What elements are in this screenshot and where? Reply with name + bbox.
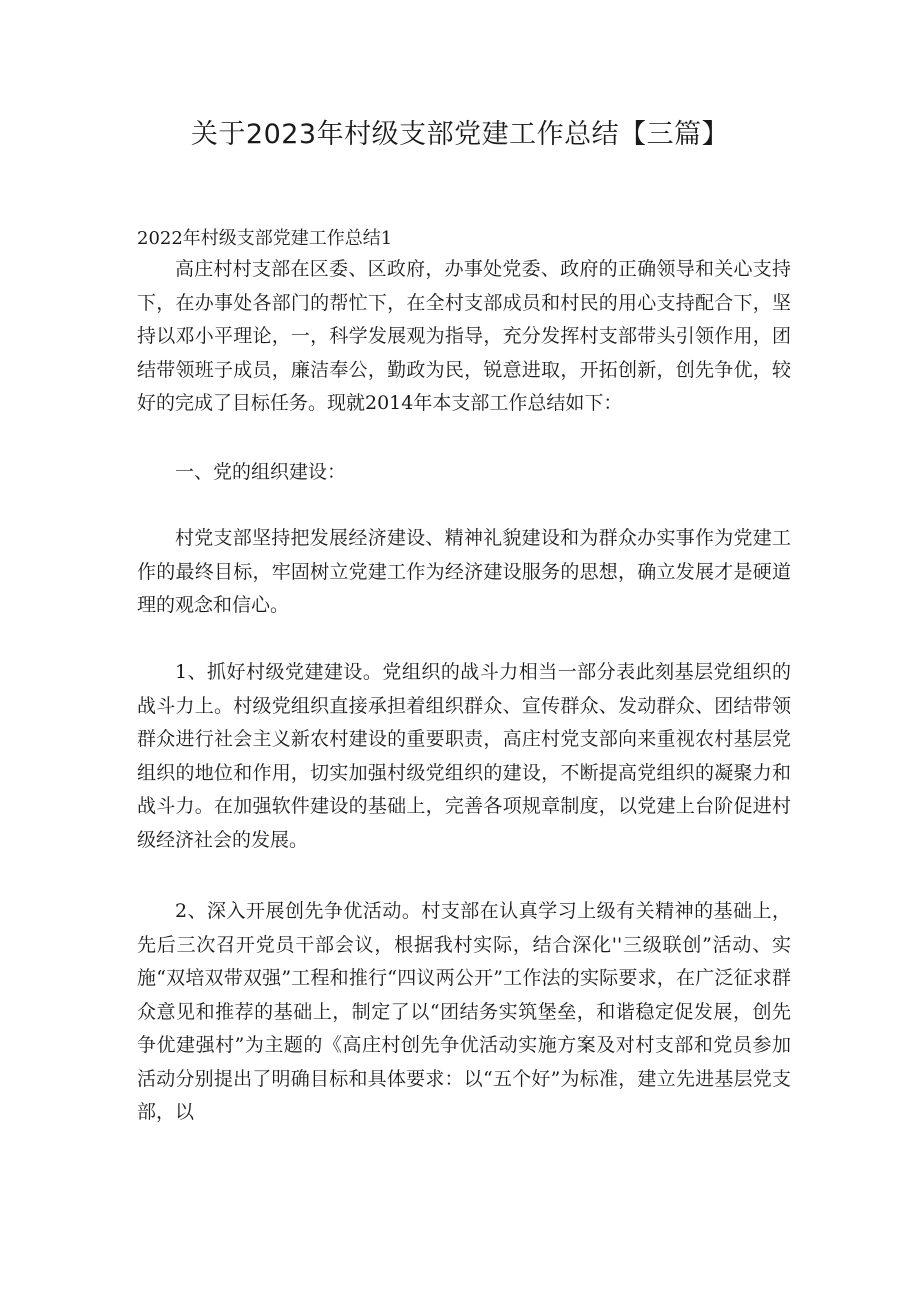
paragraph-item-2: 2、深入开展创先争优活动。村支部在认真学习上级有关精神的基础上，先后三次召开党员干部会议，根据我村实际，结合深化''三级联创”活动、实施“双培双带双强”工程和推行“四议两公开”工作法的实际要求，在广泛征求群众意见和推荐的基础上，制定了以“团结务实筑堡垒，和谐稳定促发展，创先争优建强村”为主题的《高庄村创先争优活动实施方案及对村支部和党员参加活动分别提出了明确目标和具体要求：以“五个好”为标准，建立先进基层党支部，以 xyxy=(137,900,791,1123)
paragraph-intro: 高庄村村支部在区委、区政府，办事处党委、政府的正确领导和关心支持下，在办事处各部门的帮忙下，在全村支部成员和村民的用心支持配合下，坚持以邓小平理论，一，科学发展观为指导，充分发挥村支部带头引领作用，团结带领班子成员，廉洁奉公，勤政为民，锐意进取，开拓创新，创先争优，较好的完成了目标任务。现就2014年本支部工作总结如下： xyxy=(137,258,791,414)
paragraph-item-1: 1、抓好村级党建建设。党组织的战斗力相当一部分表此刻基层党组织的战斗力上。村级党组织直接承担着组织群众、宣传群众、发动群众、团结带领群众进行社会主义新农村建设的重要职责，高庄村党支部向来重视农村基层党组织的地位和作用，切实加强村级党组织的建设，不断提高党组织的凝聚力和战斗力。在加强软件建设的基础上，完善各项规章制度，以党建上台阶促进村级经济社会的发展。 xyxy=(137,661,791,851)
paragraph-goal: 村党支部坚持把发展经济建设、精神礼貌建设和为群众办实事作为党建工作的最终目标，牢固树立党建工作为经济建设服务的思想，确立发展才是硬道理的观念和信心。 xyxy=(137,527,791,616)
paragraph-heading-party-organization: 一、党的组织建设： xyxy=(175,461,347,483)
document-title: 关于2023年村级支部党建工作总结【三篇】 xyxy=(190,119,730,150)
section-title: 2022年村级支部党建工作总结1 xyxy=(137,228,393,249)
